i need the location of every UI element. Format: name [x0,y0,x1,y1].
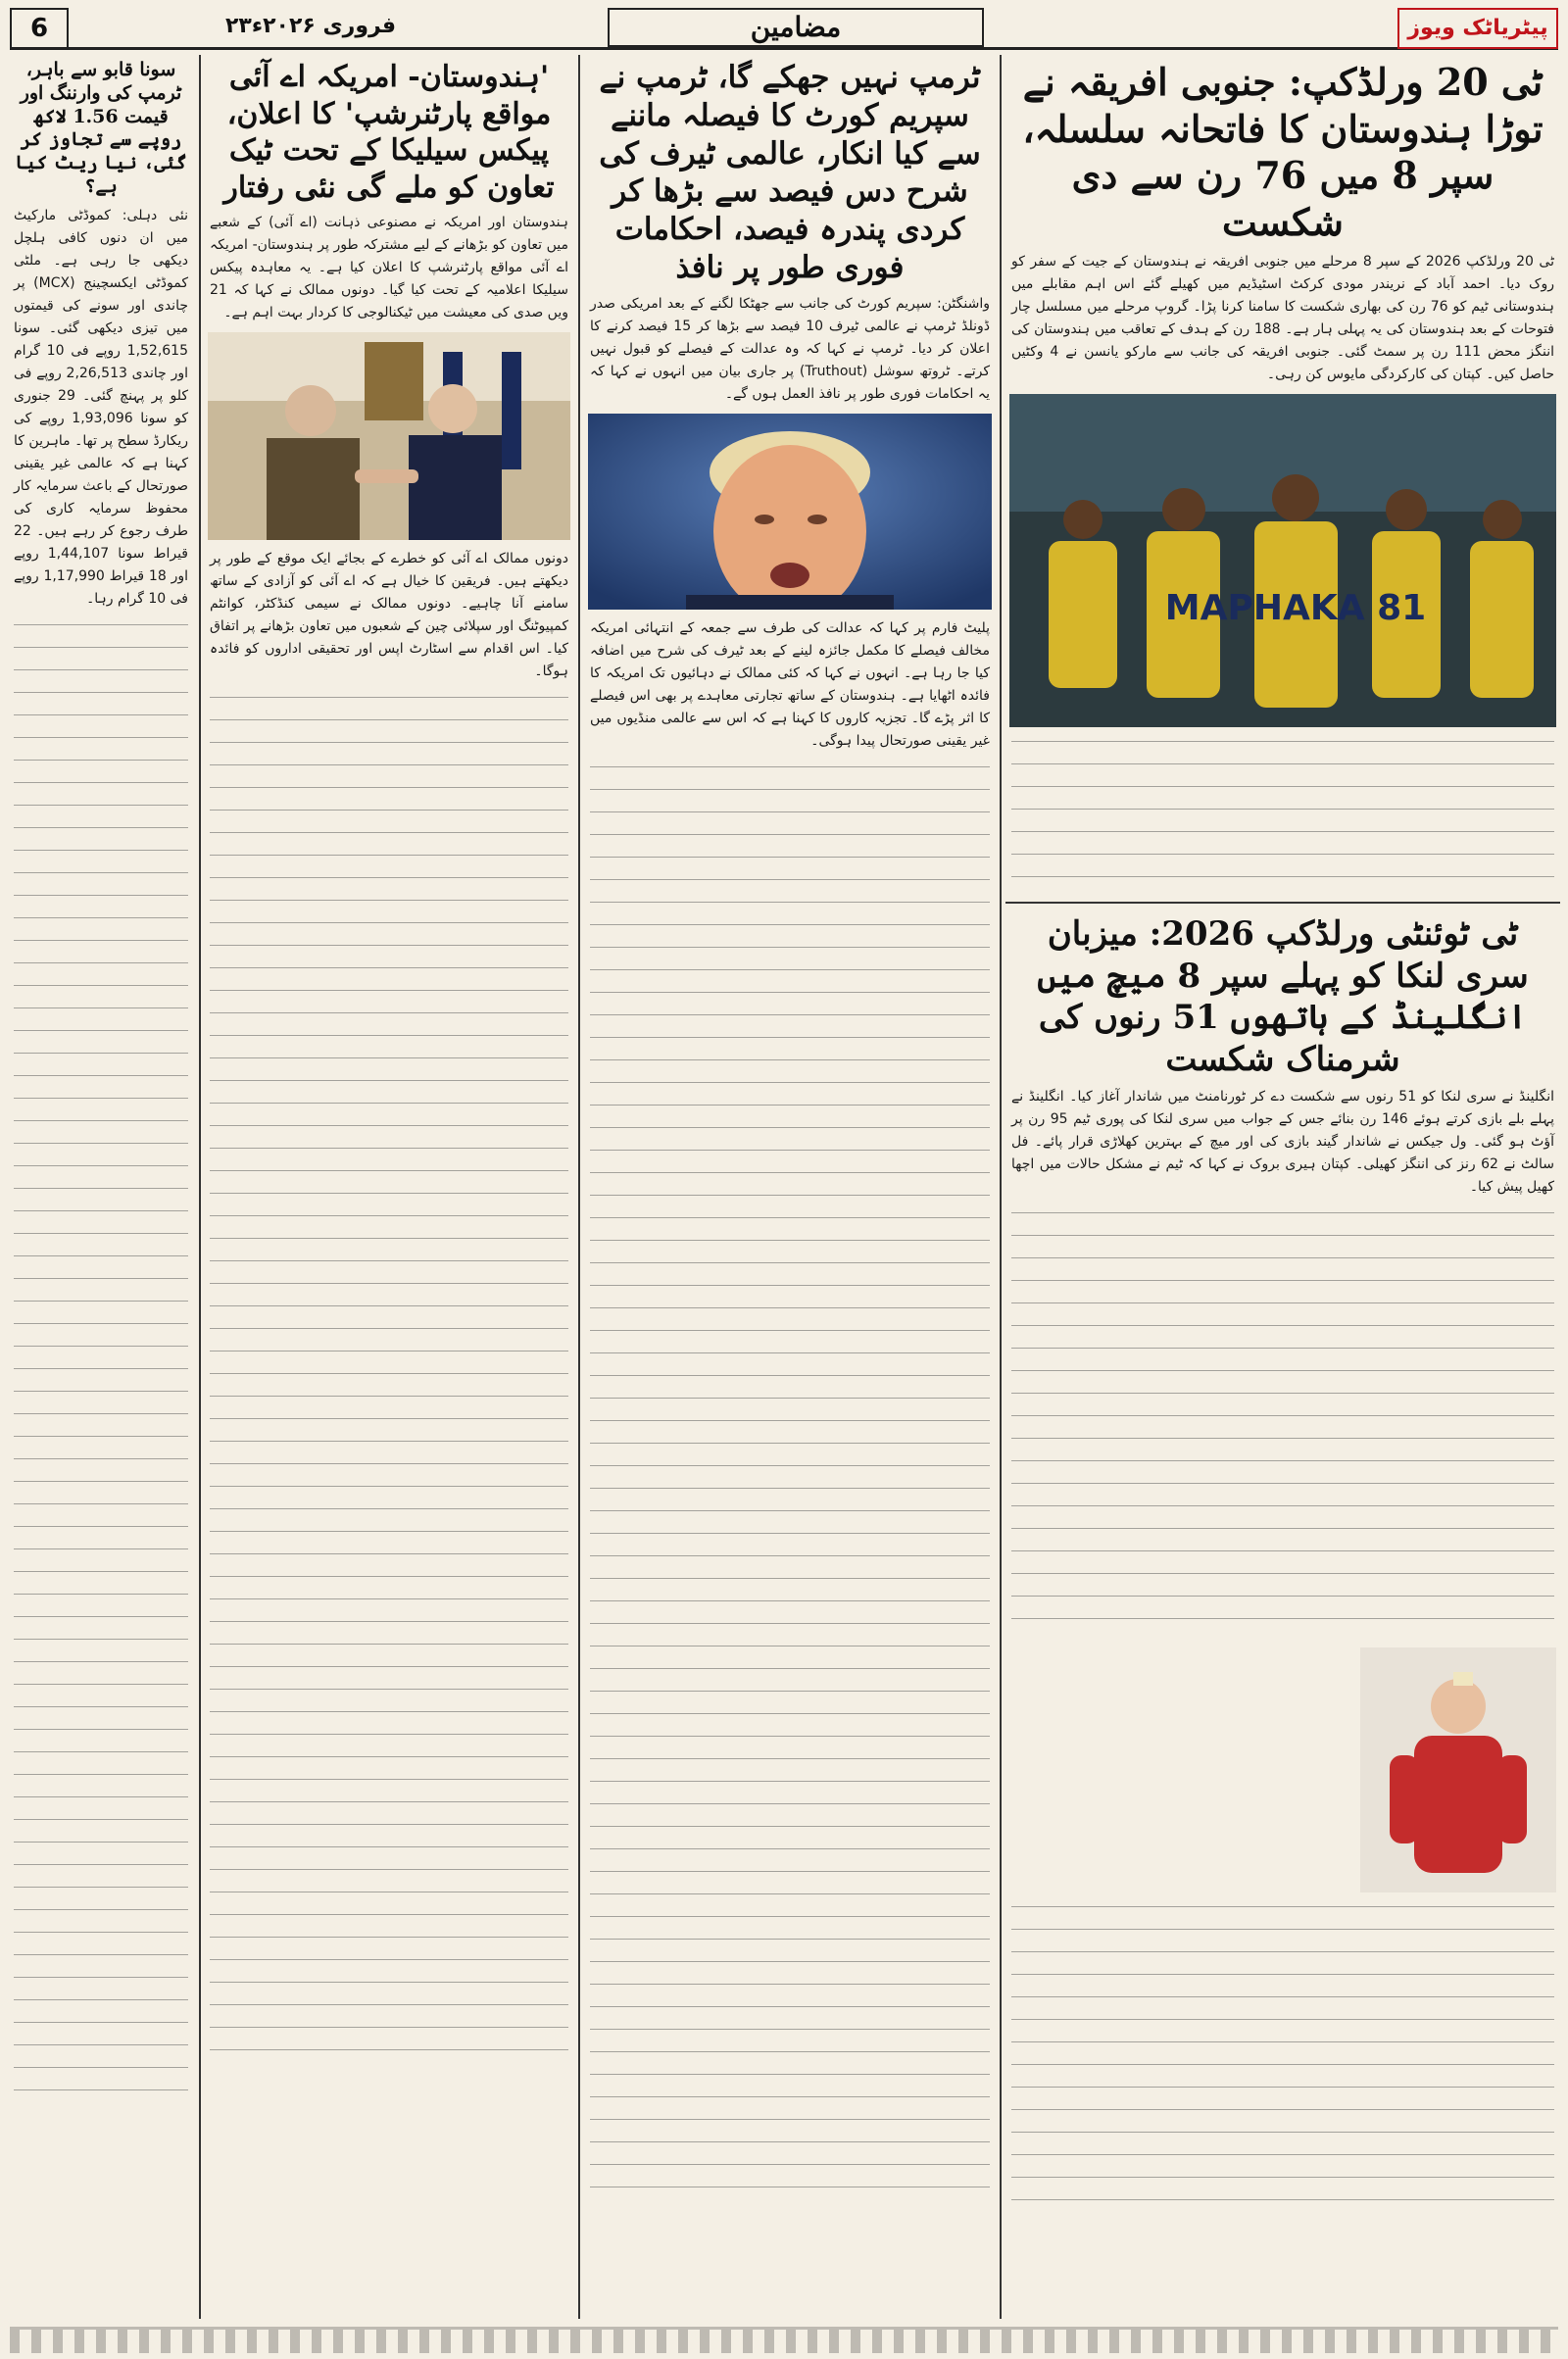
ai-body: ہندوستان اور امریکہ نے مصنوعی ذہانت (اے آئی) کے شعبے میں تعاون کو بڑھانے کے لیے مشترکہ طور پر ہندوستان- امریکہ اے آئی مواقع پارٹنرشپ کا اعلان کیا ہے۔ یہ معاہدہ پیکس سیلیکا اعلامیہ کے تحت کیا گیا۔ دونوں ممالک نے کہا کہ 21 ویں صدی کی معیشت میں ٹیکنالوجی کا کردار بہت اہم ہے۔ [210,215,568,320]
trump-portrait-image [588,414,992,610]
text-lines [14,624,188,2094]
cricket-headline: ٹی 20 ورلڈکپ: جنوبی افریقہ نے توڑا ہندوستان کا فاتحانہ سلسلہ، سپر 8 میں 76 رن سے دی شکست [1022,60,1544,244]
text-lines [210,697,568,2069]
masthead [10,8,1558,50]
text-lines [1011,1212,1554,1634]
tariff-body-2: پلیٹ فارم پر کہا کہ عدالت کی طرف سے جمعہ کے انتہائی امریکہ مخالف فیصلے کا مکمل جائزہ لینے کے بعد ٹیرف کی شرح میں اضافہ کیا جا رہا ہے۔ انہوں نے کہا کہ کئی ممالک نے دہائیوں تک امریکہ کا فائدہ اٹھایا ہے۔ ہندوستان کے ساتھ تجارتی معاہدے پر بھی اس فیصلے کا اثر پڑے گا۔ تجزیہ کاروں کا کہنا ہے کہ اس سے عالمی منڈیوں میں غیر یقینی صورتحال پیدا ہوگی۔ [590,619,990,749]
column-rule [199,55,201,2319]
jersey-text: MAPHAKA 81 [1164,588,1427,628]
brand-logo: پیٹریاٹک ویوز [1397,8,1558,49]
gold-body: نئی دہلی: کموڈٹی مارکیٹ میں ان دنوں کافی ہلچل دیکھی جا رہی ہے۔ ملٹی کموڈٹی ایکسچینج (MCX) پر چاندی اور سونے کی قیمتوں میں تیزی دیکھی گئی۔ سونا 1,52,615 روپے فی 10 گرام اور چاندی 2,26,513 روپے فی کلو پر پہنچ گئی۔ 29 جنوری کو سونا 1,93,096 روپے کی ریکارڈ سطح پر تھا۔ ماہرین کا کہنا ہے کہ عالمی غیر یقینی صورتحال کے باعث سرمایہ کار محفوظ سرمایہ کاری کی طرف رجوع کر رہے ہیں۔ 22 قیراط سونا 1,44,107 روپے اور 18 قیراط 1,17,990 روپے فی 10 گرام رہا۔ [14,207,189,607]
england-bowler-image [1360,1647,1556,1892]
article-separator [1005,902,1560,904]
srilanka-headline: ٹی ٹوئنٹی ورلڈکپ 2026: میزبان سری لنکا کو پہلے سپر 8 میچ میں انگلینڈ کے ہاتھوں 51 رنوں کی شرمناک شکست [1037,914,1529,1079]
article-gold [8,55,194,2319]
cricket-team-photo [1009,394,1556,727]
article-cricket [1005,55,1560,2319]
section-title: مضامین [608,8,984,47]
gold-headline: سونا قابو سے باہر، ٹرمپ کی وارننگ اور قیمت 1.56 لاکھ روپے سے تجاوز کر گئی، نیا ریٹ کیا ہے؟ [15,59,187,197]
tariff-headline: ٹرمپ نہیں جھکے گا، ٹرمپ نے سپریم کورٹ کا فیصلہ ماننے سے کیا انکار، عالمی ٹیرف کی شرح دس فیصد سے بڑھا کر کردی پندرہ فیصد، احکامات فوری طور پر نافذ [599,60,981,285]
column-rule [578,55,580,2319]
footer-border [10,2327,1558,2353]
srilanka-body: انگلینڈ نے سری لنکا کو 51 رنوں سے شکست دے کر ٹورنامنٹ میں شاندار آغاز کیا۔ انگلینڈ نے پہلے بلے بازی کرتے ہوئے 146 رن بنائے جس کے جواب میں سری لنکا کی پوری ٹیم 95 رن پر آؤٹ ہو گئی۔ ول جیکس نے شاندار گیند بازی کی اور میچ کے بہترین کھلاڑی قرار پائے۔ فل سالٹ نے 62 رنز کی اننگز کھیلی۔ کپتان ہیری بروک نے کہا کہ ٹیم نے مشکل حالات میں اچھا کھیل پیش کیا۔ [1011,1089,1555,1195]
tariff-body: واشنگٹن: سپریم کورٹ کی جانب سے جھٹکا لگنے کے بعد امریکی صدر ڈونلڈ ٹرمپ نے عالمی ٹیرف 10 فیصد سے بڑھا کر 15 فیصد کرنے کا اعلان کر دیا۔ ٹرمپ نے کہا کہ وہ عدالت کے فیصلے کو قبول نہیں کرتے۔ ٹروتھ سوشل (Truthout) پر جاری بیان میں انہوں نے کہا کہ یہ احکامات فوری طور پر نافذ العمل ہوں گے۔ [590,295,991,402]
text-lines [1011,741,1554,888]
issue-date: ۲۳فروری ۲۰۲۶ء [225,14,397,38]
article-ai-partnership [204,55,574,2319]
ai-body-2: دونوں ممالک اے آئی کو خطرے کے بجائے ایک موقع کے طور پر دیکھتے ہیں۔ فریقین کا خیال ہے کہ اے آئی کو آزادی کے ساتھ سامنے آنا چاہیے۔ دونوں ممالک نے سیمی کنڈکٹر، کوانٹم کمپیوٹنگ اور سپلائی چین کے شعبوں میں تعاون بڑھانے پر اتفاق کیا۔ اس اقدام سے اسٹارٹ اپس اور تحقیقی اداروں کو فائدہ ہوگا۔ [210,551,568,679]
ai-headline: 'ہندوستان- امریکہ اے آئی مواقع پارٹنرشپ' کا اعلان، پیکس سیلیکا کے تحت ٹیک تعاون کو ملے گی نئی رفتار [223,60,555,205]
text-lines [590,766,990,2187]
text-lines [1011,1906,1554,2200]
cricket-body: ٹی 20 ورلڈکپ 2026 کے سپر 8 مرحلے میں جنوبی افریقہ نے ہندوستان کے جیت کے سفر کو روک دیا۔ احمد آباد کے نریندر مودی کرکٹ اسٹیڈیم میں کھیلے گئے اس اہم مقابلے میں ہندوستانی ٹیم کو 76 رن کی بھاری شکست کا سامنا کرنا پڑا۔ گروپ مرحلے میں مسلسل چار فتوحات کے بعد ہندوستان کی یہ پہلی ہار ہے۔ 188 رن کے ہدف کے تعاقب میں ہندوستان کی اننگز محض 111 رن پر سمٹ گئی۔ جنوبی افریقہ کی جانب سے مارکو یانسن نے 4 وکٹیں حاصل کیں۔ کپتان کی کارکردگی مایوس کن رہی۔ [1011,254,1555,382]
south-africa-team-celebration-image [1009,394,1556,727]
page-number: 6 [10,8,69,49]
bowler-photo [1360,1647,1556,1892]
article-trump-tariff [584,55,996,2319]
trump-photo [588,414,992,610]
leaders-handshake-image [208,332,570,540]
column-rule [1000,55,1002,2319]
leaders-photo [208,332,570,540]
